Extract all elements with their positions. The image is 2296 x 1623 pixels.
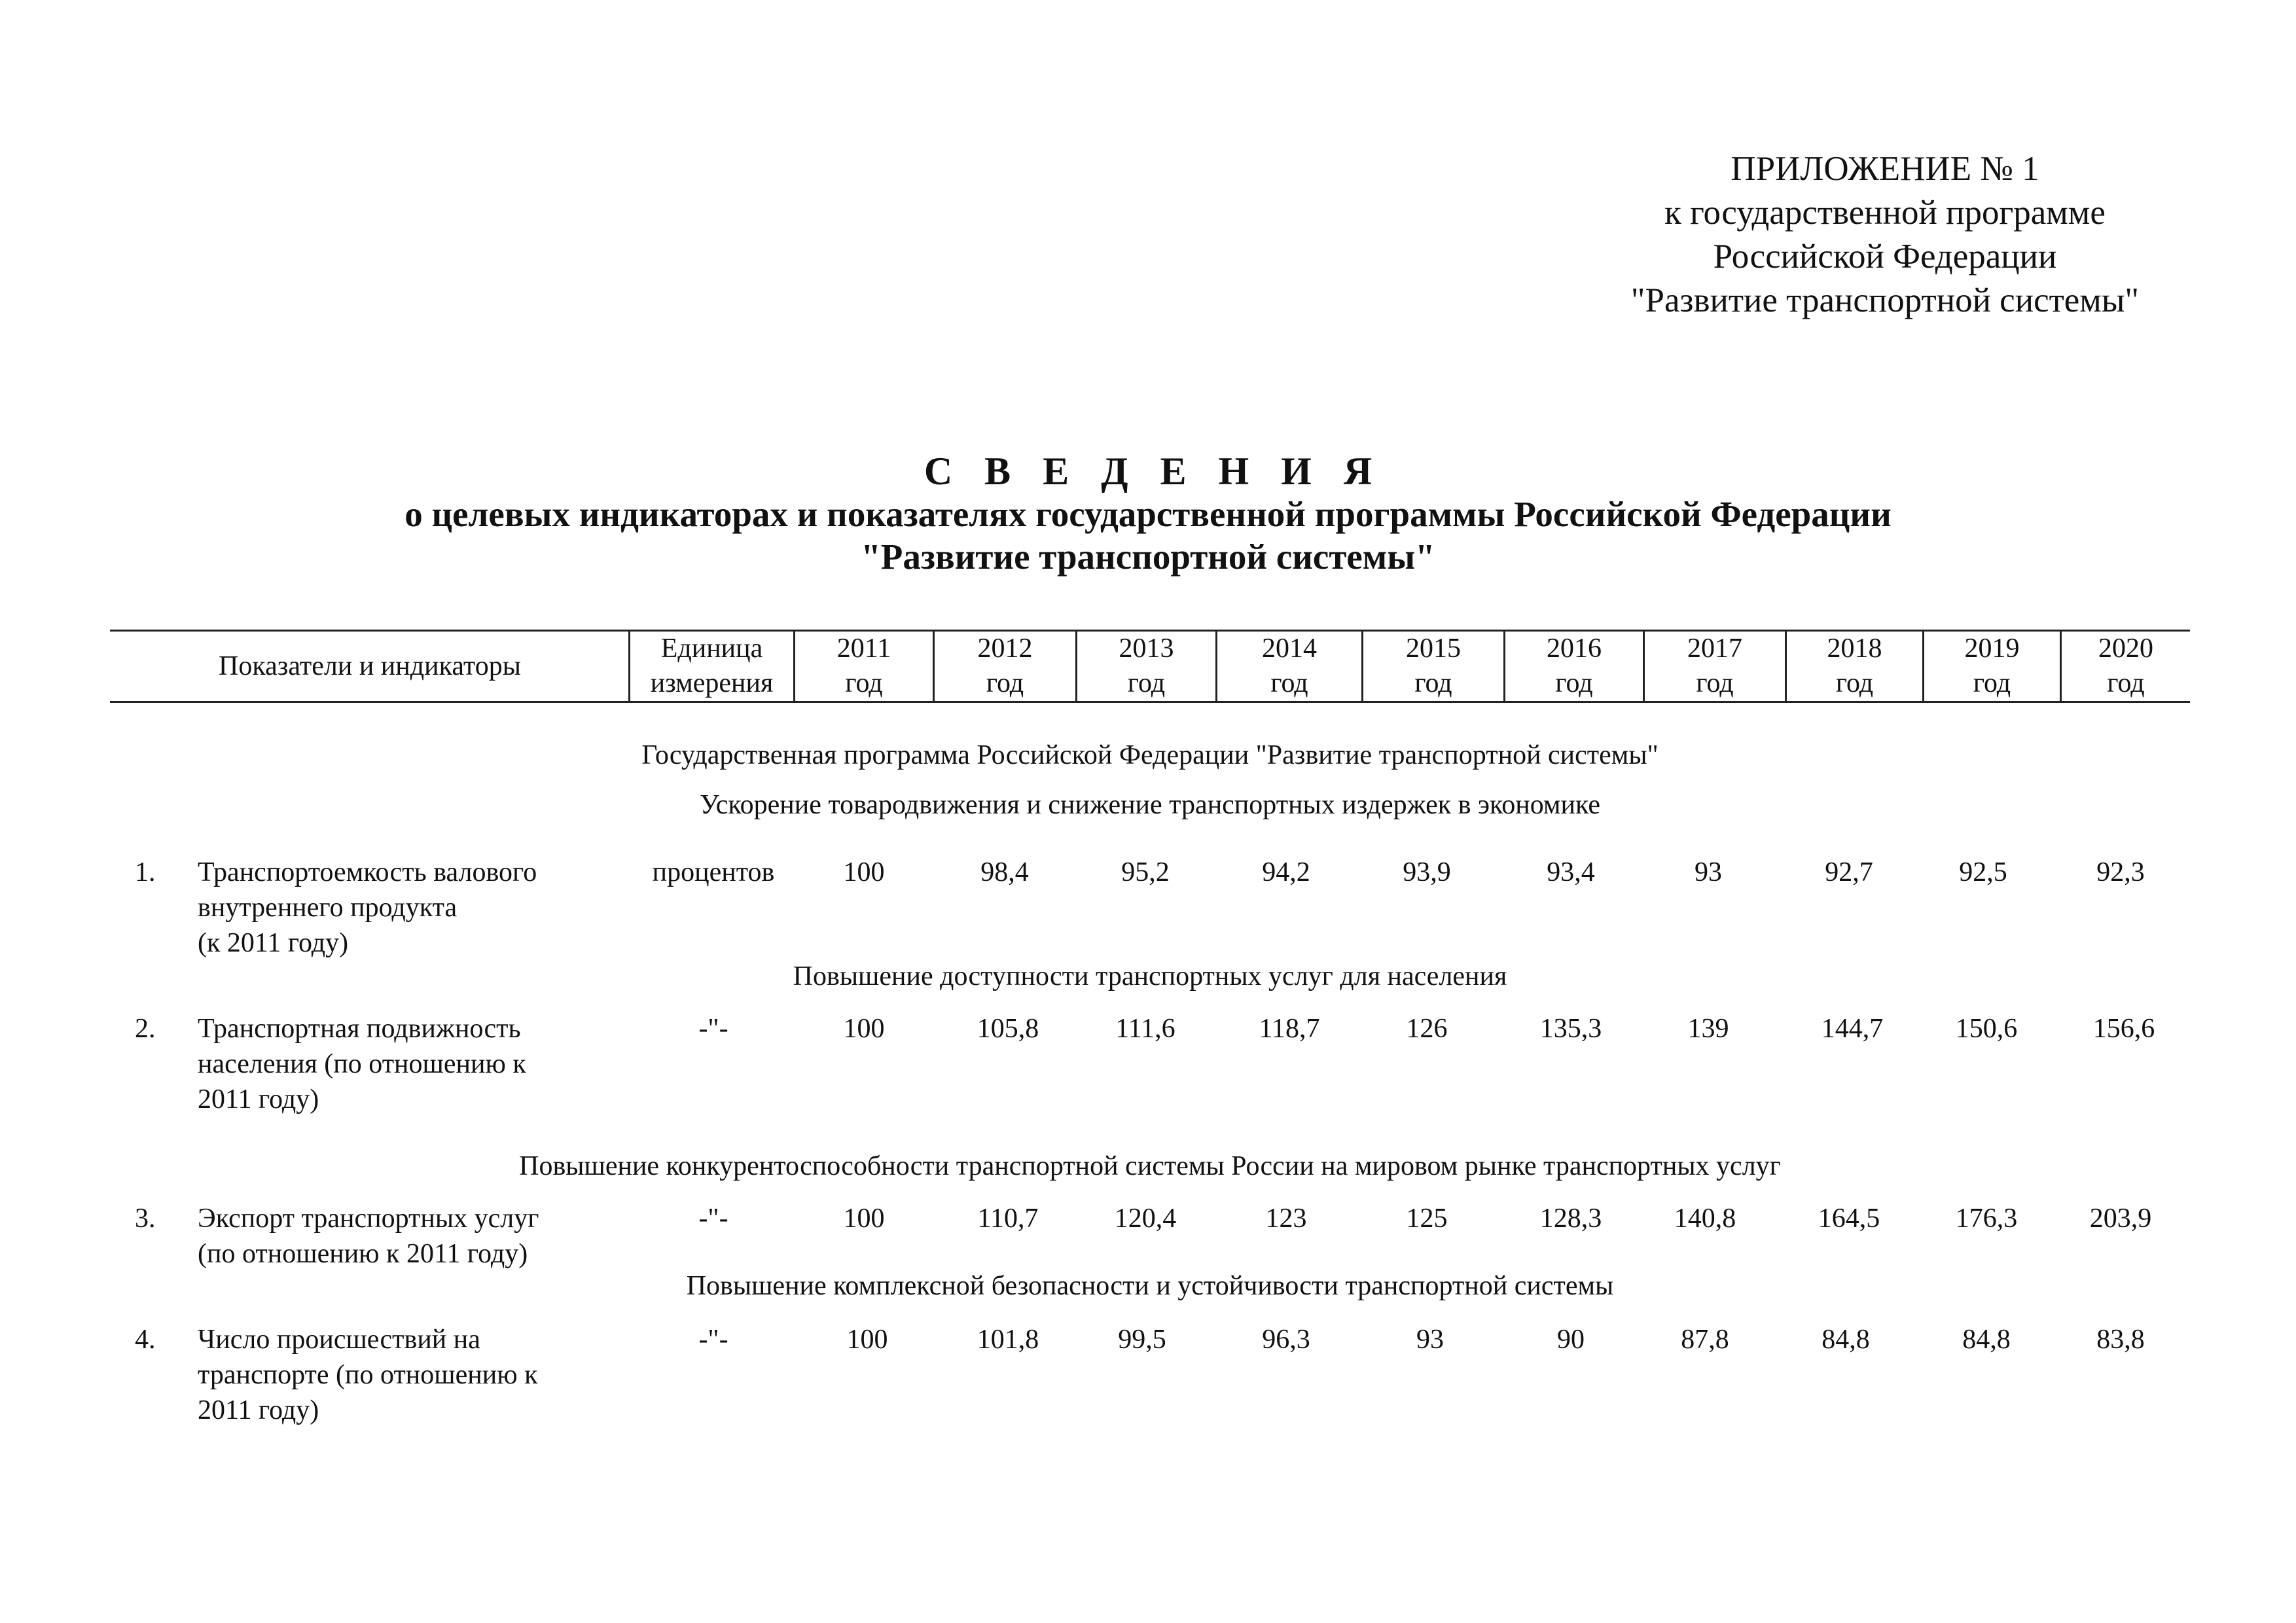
row-value-2018: 84,8 <box>1821 1325 1870 1355</box>
row-name-line: транспорте (по отношению к <box>198 1360 538 1390</box>
row-value-2018: 144,7 <box>1821 1014 1884 1044</box>
row-value-2014: 94,2 <box>1262 857 1310 887</box>
row-name-line: Транспортоемкость валового <box>198 857 537 887</box>
row-value-2020: 83,8 <box>2096 1325 2145 1355</box>
row-value-2012: 98,4 <box>980 857 1029 887</box>
row-value-2018: 164,5 <box>1818 1204 1880 1234</box>
row-unit: -"- <box>698 1204 728 1234</box>
header-unit-line-2: измерения <box>650 668 774 698</box>
header-year: 2017 <box>1687 633 1742 664</box>
row-value-2013: 111,6 <box>1115 1014 1175 1044</box>
header-year-2013 <box>1077 632 1215 701</box>
row-name-line: 2011 году) <box>198 1084 319 1115</box>
row-value-2014: 118,7 <box>1259 1014 1320 1044</box>
row-value-2016: 93,4 <box>1547 857 1595 887</box>
row-indicator-name <box>198 1322 617 1428</box>
heading-subtitle: о целевых индикаторах и показателях государственной программы Российской Федерации <box>404 494 1892 534</box>
row-value-2013: 99,5 <box>1118 1325 1166 1355</box>
row-unit: -"- <box>698 1014 728 1044</box>
header-year: 2011 <box>836 633 891 664</box>
row-unit: процентов <box>652 857 775 887</box>
row-name-line: (к 2011 году) <box>198 928 349 958</box>
row-value-2011: 100 <box>843 1014 885 1044</box>
row-number: 1. <box>135 857 156 887</box>
header-year-2015 <box>1363 632 1503 701</box>
row-value-2017: 93 <box>1695 857 1722 887</box>
row-indicator-name <box>198 1201 617 1272</box>
row-value-2019: 150,6 <box>1955 1014 2018 1044</box>
row-indicator-name <box>198 1011 617 1117</box>
row-name-line: внутреннего продукта <box>198 893 457 923</box>
row-number: 2. <box>135 1014 156 1044</box>
header-year-label: год <box>1270 668 1308 698</box>
document-heading <box>0 450 2296 578</box>
header-year-2011 <box>795 632 933 701</box>
row-value-2019: 176,3 <box>1955 1204 2018 1234</box>
header-year-label: год <box>1414 668 1452 698</box>
header-year-label: год <box>986 668 1024 698</box>
header-year-label: год <box>1127 668 1166 698</box>
header-year-label: год <box>2107 668 2145 698</box>
header-year: 2018 <box>1827 633 1882 664</box>
annex-block <box>1558 147 2212 323</box>
section-heading: Повышение конкурентоспособности транспортной системы России на мировом рынке транспортных услуг <box>519 1151 1781 1181</box>
section-heading: Ускорение товародвижения и снижение транспортных издержек в экономике <box>700 790 1600 820</box>
header-year: 2016 <box>1547 633 1602 664</box>
header-year-label: год <box>845 668 883 698</box>
row-value-2013: 95,2 <box>1121 857 1170 887</box>
row-value-2012: 110,7 <box>977 1204 1039 1234</box>
row-value-2012: 101,8 <box>977 1325 1039 1355</box>
section-heading: Повышение комплексной безопасности и устойчивости транспортной системы <box>686 1271 1614 1301</box>
header-indicator: Показатели и индикаторы <box>219 651 521 681</box>
header-year: 2015 <box>1406 633 1461 664</box>
row-value-2019: 84,8 <box>1962 1325 2011 1355</box>
header-year: 2020 <box>2098 633 2153 664</box>
row-value-2017: 140,8 <box>1674 1204 1736 1234</box>
row-value-2014: 96,3 <box>1262 1325 1310 1355</box>
heading-title: С В Е Д Е Н И Я <box>924 450 1384 493</box>
section-heading: Повышение доступности транспортных услуг для населения <box>793 961 1507 991</box>
header-year-2019 <box>1924 632 2060 701</box>
row-value-2013: 120,4 <box>1114 1204 1177 1234</box>
row-value-2015: 93,9 <box>1403 857 1451 887</box>
header-year: 2019 <box>1964 633 2020 664</box>
header-year-2020 <box>2062 632 2190 701</box>
row-value-2016: 90 <box>1557 1325 1585 1355</box>
header-year: 2014 <box>1262 633 1317 664</box>
row-value-2017: 139 <box>1687 1014 1729 1044</box>
header-unit-line-1: Единица <box>660 633 763 664</box>
row-value-2020: 156,6 <box>2092 1014 2155 1044</box>
row-name-line: (по отношению к 2011 году) <box>198 1239 528 1269</box>
row-name-line: населения (по отношению к <box>198 1049 526 1079</box>
row-value-2020: 203,9 <box>2089 1204 2152 1234</box>
header-year-2016 <box>1505 632 1643 701</box>
row-value-2011: 100 <box>843 1204 885 1234</box>
row-value-2015: 93 <box>1416 1325 1444 1355</box>
row-name-line: Транспортная подвижность <box>198 1014 521 1044</box>
row-value-2016: 128,3 <box>1539 1204 1602 1234</box>
row-value-2015: 126 <box>1406 1014 1448 1044</box>
row-name-line: Экспорт транспортных услуг <box>198 1204 539 1234</box>
header-year-label: год <box>1835 668 1874 698</box>
header-year: 2012 <box>977 633 1033 664</box>
row-value-2017: 87,8 <box>1681 1325 1729 1355</box>
row-name-line: Число происшествий на <box>198 1325 480 1355</box>
program-title: Государственная программа Российской Федерации "Развитие транспортной системы" <box>641 740 1659 770</box>
row-indicator-name <box>198 855 617 961</box>
row-unit: -"- <box>698 1325 728 1355</box>
row-value-2011: 100 <box>846 1325 888 1355</box>
row-value-2012: 105,8 <box>977 1014 1039 1044</box>
row-value-2020: 92,3 <box>2096 857 2145 887</box>
row-value-2019: 92,5 <box>1959 857 2007 887</box>
row-value-2018: 92,7 <box>1825 857 1873 887</box>
header-year-2018 <box>1787 632 1922 701</box>
table-header-bottom-rule <box>110 701 2190 703</box>
header-year: 2013 <box>1119 633 1174 664</box>
annex-line-3: Российской Федерации <box>1713 238 2057 276</box>
header-year-2014 <box>1217 632 1361 701</box>
row-number: 3. <box>135 1204 156 1234</box>
row-value-2014: 123 <box>1265 1204 1307 1234</box>
row-value-2011: 100 <box>843 857 885 887</box>
header-year-label: год <box>1696 668 1734 698</box>
heading-program: "Развитие транспортной системы" <box>861 537 1435 577</box>
annex-line-4: "Развитие транспортной системы" <box>1630 281 2140 319</box>
header-year-label: год <box>1973 668 2011 698</box>
header-year-2017 <box>1645 632 1785 701</box>
annex-line-1: ПРИЛОЖЕНИЕ № 1 <box>1731 150 2039 188</box>
row-number: 4. <box>135 1325 156 1355</box>
row-value-2016: 135,3 <box>1539 1014 1602 1044</box>
header-year-label: год <box>1555 668 1593 698</box>
header-unit <box>630 632 793 701</box>
row-name-line: 2011 году) <box>198 1395 319 1425</box>
header-year-2012 <box>935 632 1075 701</box>
row-value-2015: 125 <box>1406 1204 1448 1234</box>
annex-line-2: к государственной программе <box>1664 194 2106 232</box>
